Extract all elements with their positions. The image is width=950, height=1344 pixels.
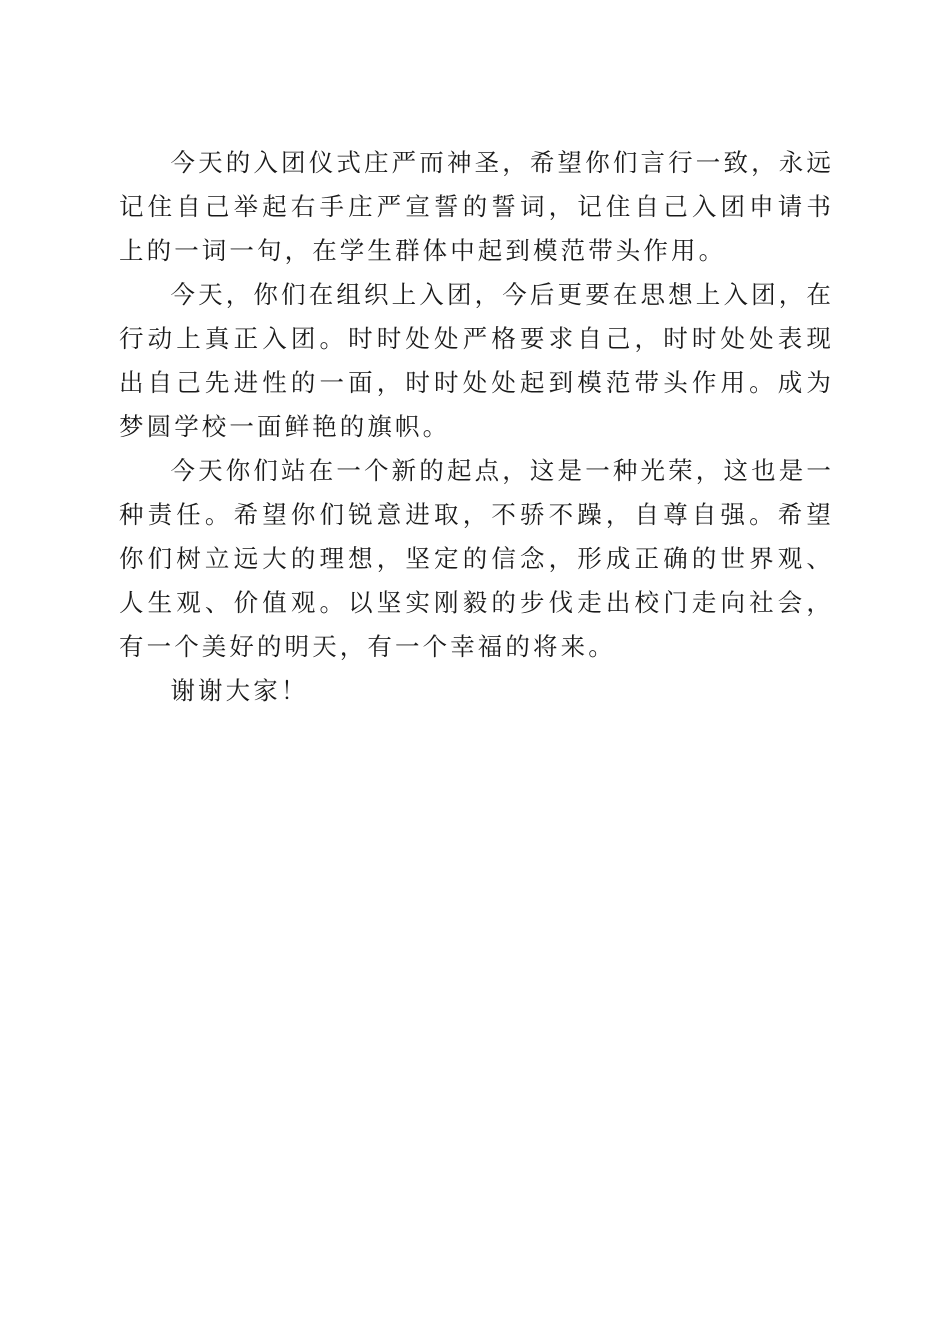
paragraph-closing: 谢谢大家！	[170, 676, 309, 705]
paragraph-1: 今天的入团仪式庄严而神圣，希望你们言行一致，永远记住自己举起右手庄严宣誓的誓词，记住自己入团申请书上的一词一句，在学生群体中起到模范带头作用。	[119, 148, 834, 265]
paragraph-2: 今天，你们在组织上入团，今后更要在思想上入团，在行动上真正入团。时时处处严格要求自己，时时处处表现出自己先进性的一面，时时处处起到模范带头作用。成为梦圆学校一面鲜艳的旗帜。	[119, 280, 834, 441]
document-body	[119, 141, 834, 713]
paragraph-3: 今天你们站在一个新的起点，这是一种光荣，这也是一种责任。希望你们锐意进取，不骄不躁，自尊自强。希望你们树立远大的理想，坚定的信念，形成正确的世界观、人生观、价值观。以坚实刚毅的步伐走出校门走向社会，有一个美好的明天，有一个幸福的将来。	[119, 456, 834, 661]
